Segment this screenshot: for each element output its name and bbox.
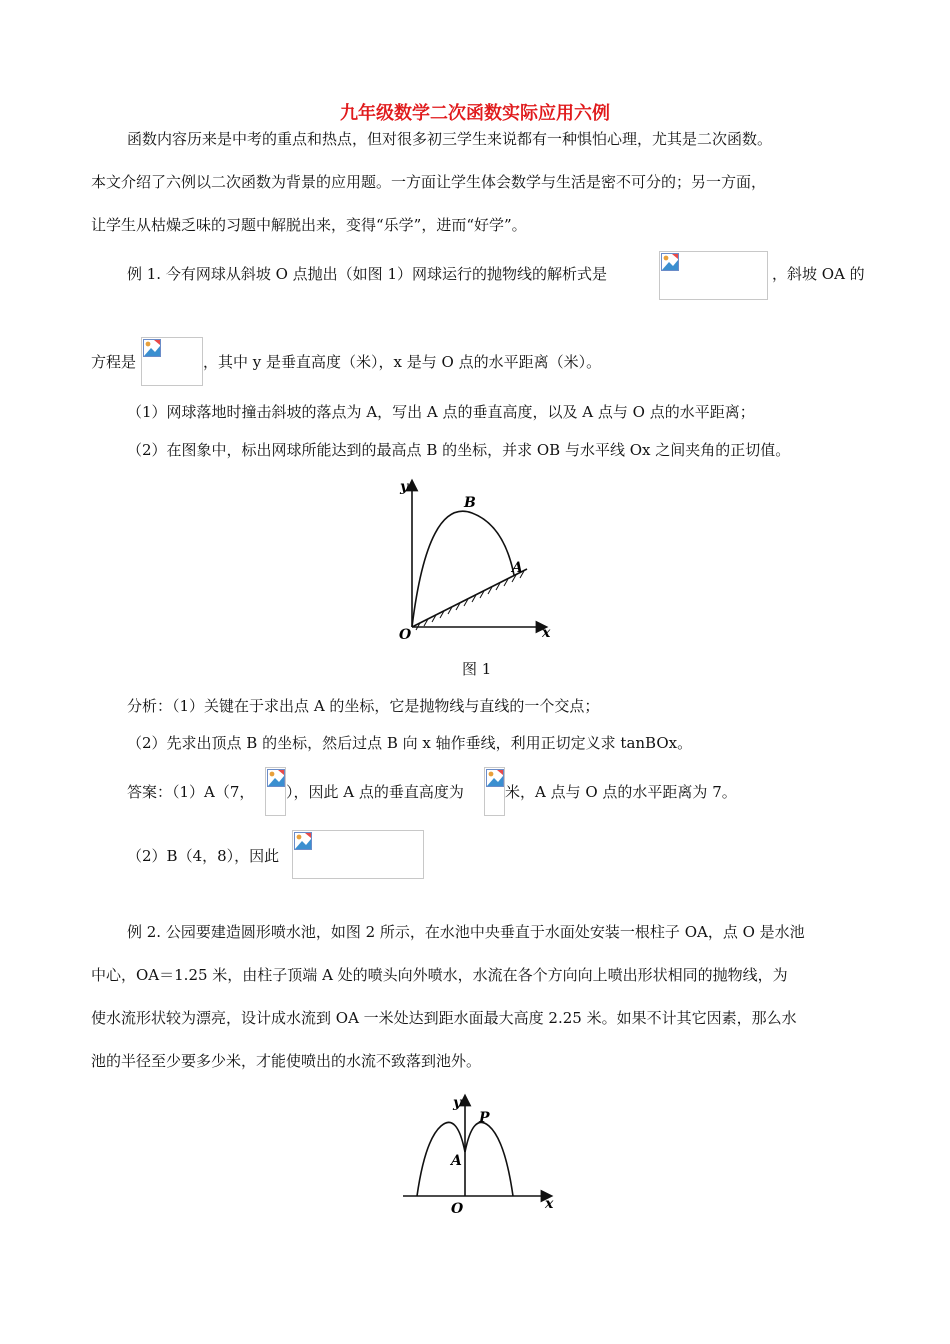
formula-image-height xyxy=(484,767,505,816)
example1-question-2: （2）在图象中，标出网球所能达到的最高点 B 的坐标，并求 OB 与水平线 Ox 之间夹角的正切值。 xyxy=(127,441,791,459)
label-a: A xyxy=(512,560,523,576)
figure-1-caption: 图 1 xyxy=(462,660,492,678)
label-x: x xyxy=(542,625,551,641)
answer-2a: （2）B（4，8），因此 xyxy=(127,847,280,865)
example1-question-1: （1）网球落地时撞击斜坡的落点为 A，写出 A 点的垂直高度，以及 A 点与 O 点的水平距离； xyxy=(127,403,755,421)
formula-image-tan xyxy=(292,830,424,879)
answer-1b: ），因此 A 点的垂直高度为 xyxy=(286,783,464,801)
analysis-line-2: （2）先求出顶点 B 的坐标，然后过点 B 向 x 轴作垂线，利用正切定义求 tanBOx。 xyxy=(127,734,693,752)
ball-parabola xyxy=(412,511,514,627)
label-x: x xyxy=(545,1196,554,1212)
page-title: 九年级数学二次函数实际应用六例 xyxy=(340,103,610,124)
slope-line xyxy=(412,569,527,627)
figure-2-graph xyxy=(395,1092,565,1222)
example2-line-3: 使水流形状较为漂亮，设计成水流到 OA 一米处达到距水面最大高度 2.25 米。如果不计其它因素，那么水 xyxy=(91,1009,797,1027)
intro-line-1: 函数内容历来是中考的重点和热点，但对很多初三学生来说都有一种惧怕心理，尤其是二次函数。 xyxy=(127,130,773,148)
example2-line-2: 中心，OA＝1.25 米，由柱子顶端 A 处的喷头向外喷水，水流在各个方向向上喷出形状相同的抛物线，为 xyxy=(91,966,788,984)
label-b: B xyxy=(464,495,476,511)
intro-line-2: 本文介绍了六例以二次函数为背景的应用题。一方面让学生体会数学与生活是密不可分的；另一方面， xyxy=(91,173,767,191)
answer-1a: 答案：（1）A（7， xyxy=(127,783,255,801)
label-p: P xyxy=(479,1110,490,1126)
label-o: O xyxy=(451,1201,464,1217)
broken-image-icon xyxy=(143,339,161,357)
example1-line-1b: ，斜坡 OA 的 xyxy=(772,265,865,283)
formula-image-a-y xyxy=(265,767,286,816)
broken-image-icon xyxy=(294,832,312,850)
example1-line-2b: ，其中 y 是垂直高度（米），x 是与 O 点的水平距离（米）。 xyxy=(203,353,602,371)
intro-line-3: 让学生从枯燥乏味的习题中解脱出来，变得“乐学”，进而“好学”。 xyxy=(91,216,527,234)
example2-line-4: 池的半径至少要多少米，才能使喷出的水流不致落到池外。 xyxy=(91,1052,482,1070)
broken-image-icon xyxy=(486,769,504,787)
answer-1c: 米，A 点与 O 点的水平距离为 7。 xyxy=(505,783,737,801)
slope-hatching xyxy=(416,571,524,630)
figure-1-graph xyxy=(392,477,562,647)
example1-line-2a: 方程是 xyxy=(91,353,137,371)
label-o: O xyxy=(399,627,412,643)
formula-image-slope xyxy=(141,337,203,386)
example2-line-1: 例 2. 公园要建造圆形喷水池，如图 2 所示，在水池中央垂直于水面处安装一根柱子 OA，点 O 是水池 xyxy=(127,923,805,941)
analysis-line-1: 分析：（1）关键在于求出点 A 的坐标，它是抛物线与直线的一个交点； xyxy=(127,697,600,715)
label-y: y xyxy=(453,1095,462,1111)
label-a: A xyxy=(451,1153,462,1169)
label-y: y xyxy=(400,479,409,495)
example1-line-1a: 例 1. 今有网球从斜坡 O 点抛出（如图 1）网球运行的抛物线的解析式是 xyxy=(127,265,607,283)
formula-image-parabola xyxy=(659,251,768,300)
broken-image-icon xyxy=(267,769,285,787)
broken-image-icon xyxy=(661,253,679,271)
right-water-parabola xyxy=(465,1122,513,1196)
